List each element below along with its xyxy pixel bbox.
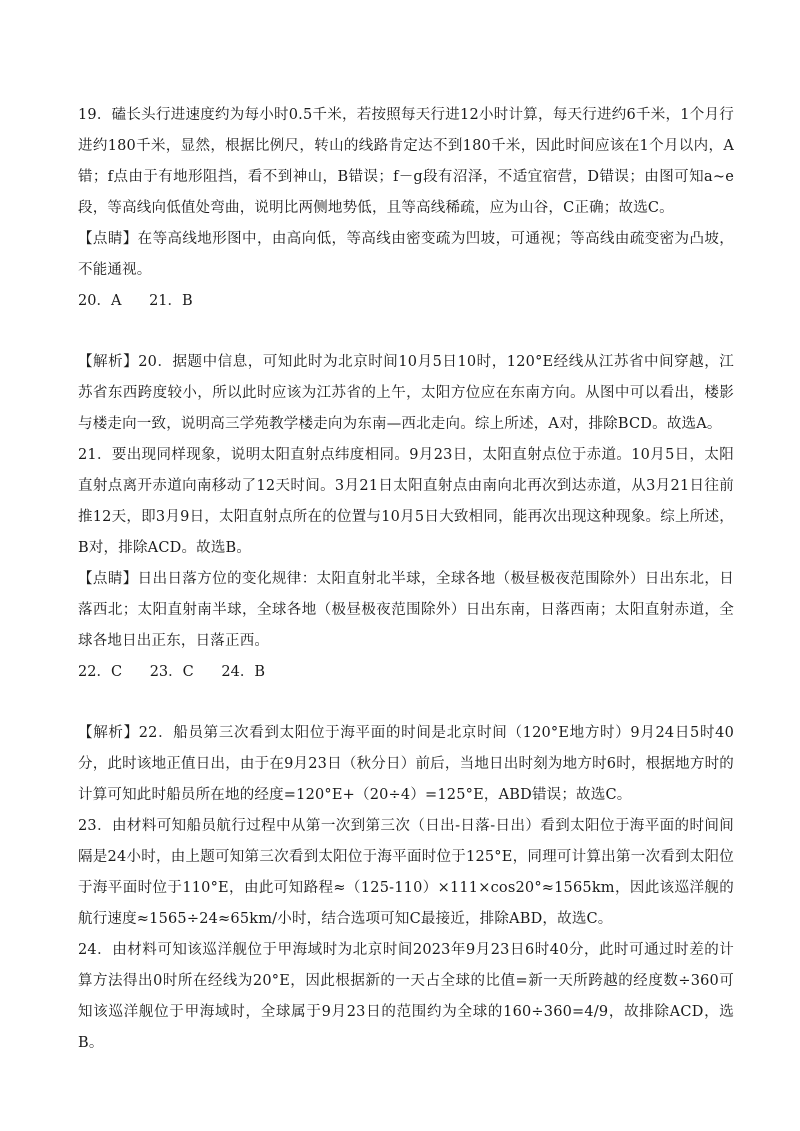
spacer xyxy=(78,317,734,347)
paragraph-analysis-24: 24．由材料可知该巡洋舰位于甲海域时为北京时间2023年9月23日6时40分，此时可通过时差的计算方法得出0时所在经线为20°E，因此根据新的一天占全球的比值=新一天所跨越的经度数÷360可知该巡洋舰位于甲海域时，全球属于9月23日的范围约为全球的160÷360=4/9，故排除ACD，选B。 xyxy=(78,942,734,1051)
paragraph-tip-sunrise: 【点睛】日出日落方位的变化规律：太阳直射北半球，全球各地（极昼极夜范围除外）日出东北，日落西北；太阳直射南半球，全球各地（极昼极夜范围除外）日出东南，日落西南；太阳直射赤道，全球各地日出正东，日落正西。 xyxy=(78,571,734,649)
paragraph-analysis-22: 【解析】22．船员第三次看到太阳位于海平面的时间是北京时间（120°E地方时）9月24日5时40分，此时该地正值日出，由于在9月23日（秋分日）前后，当地日出时刻为地方时6时，根据地方时的计算可知此时船员所在地的经度=120°E+（20÷4）=125°E，ABD错误；故选C。 xyxy=(78,725,734,803)
spacer xyxy=(78,688,734,718)
paragraph-analysis-23: 23．由材料可知船员航行过程中从第一次到第三次（日出-日落-日出）看到太阳位于海平面的时间间隔是24小时，由上题可知第三次看到太阳位于海平面时位于125°E，同理可计算出第一次看到太阳位于海平面时位于110°E，由此可知路程≈（125-110）×111×cos20°≈1565km，因此该巡洋舰的航行速度≈1565÷24≈65km/小时，结合选项可知C最接近，排除ABD，故选C。 xyxy=(78,818,734,927)
paragraph-analysis-21: 21．要出现同样现象，说明太阳直射点纬度相同。9月23日，太阳直射点位于赤道。10月5日，太阳直射点离开赤道向南移动了12天时间。3月21日太阳直射点由南向北再次到达赤道，从3月21日往前推12天，即3月9日，太阳直射点所在的位置与10月5日大致相同，能再次出现这种现象。综上所述，B对，排除ACD。故选B。 xyxy=(78,447,734,556)
answers-20-21: 20．A 21．B xyxy=(78,293,193,309)
paragraph-analysis-20: 【解析】20．据题中信息，可知此时为北京时间10月5日10时，120°E经线从江苏省中间穿越，江苏省东西跨度较小，所以此时应该为江苏省的上午，太阳方位应在东南方向。从图中可以看出，楼影与楼走向一致，说明高三学苑教学楼走向为东南—西北走向。综上所述，A对，排除BCD。故选A。 xyxy=(78,354,734,432)
answers-22-24: 22．C 23．C 24．B xyxy=(78,664,266,680)
paragraph-tip-contour: 【点睛】在等高线地形图中，由高向低，等高线由密变疏为凹坡，可通视；等高线由疏变密为凸坡，不能通视。 xyxy=(78,231,734,278)
document-body xyxy=(78,100,734,1059)
paragraph-q19-explanation: 19．磕长头行进速度约为每小时0.5千米，若按照每天行进12小时计算，每天行进约6千米，1个月行进约180千米，显然，根据比例尺，转山的线路肯定达不到180千米，因此时间应该在1个月以内，A错；f点由于有地形阻挡，看不到神山，B错误；f－g段有沼泽，不适宜宿营，D错误；由图可知a~e段，等高线向低值处弯曲，说明比两侧地势低，且等高线稀疏，应为山谷，C正确；故选C。 xyxy=(78,107,734,216)
